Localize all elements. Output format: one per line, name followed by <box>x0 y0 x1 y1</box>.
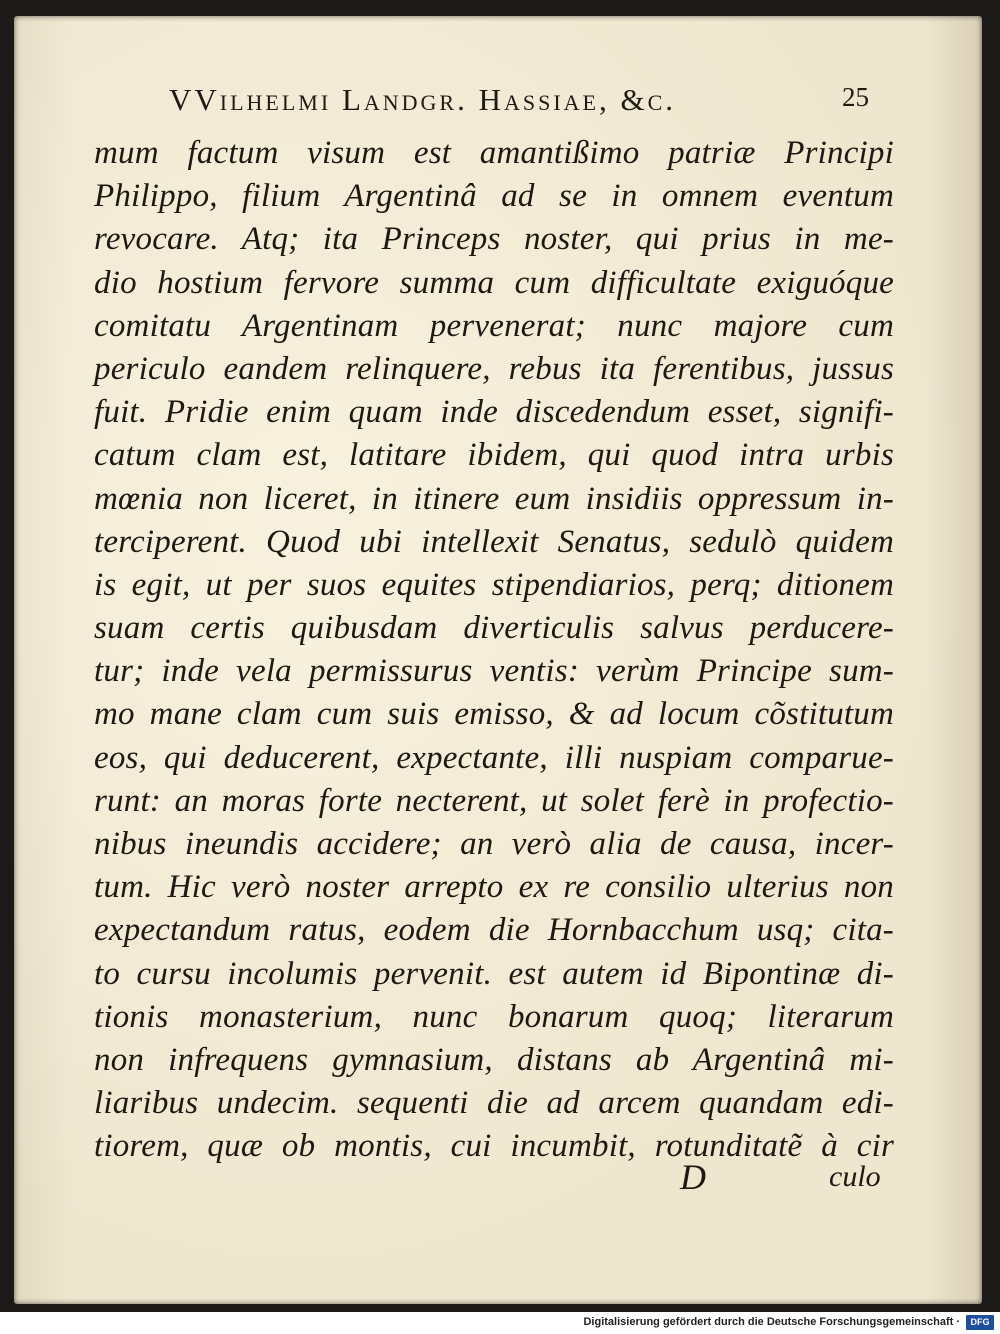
dfg-logo-icon: DFG <box>966 1315 994 1330</box>
text-line: terciperent. Quod ubi intellexit Senatus, sedulò quidem <box>94 523 894 560</box>
body-text <box>94 132 894 1169</box>
running-title: VVilhelmi Landgr. Hassiae, &c. <box>169 82 677 117</box>
digitization-credit: Digitalisierung gefördert durch die Deutsche Forschungsgemeinschaft · <box>583 1316 960 1328</box>
text-line: revocare. Atq; ita Princeps noster, qui prius in me- <box>94 221 894 258</box>
text-line: eos, qui deducerent, expectante, illi nuspiam comparue- <box>94 739 894 776</box>
text-line: suam certis quibusdam diverticulis salvus perducere- <box>94 610 894 647</box>
text-line: Philippo, filium Argentinâ ad se in omnem eventum <box>94 178 894 215</box>
digitization-footer <box>0 1312 1000 1334</box>
text-line: tum. Hic verò noster arrepto ex re consilio ulterius non <box>94 869 894 906</box>
text-line: tionis monasterium, nunc bonarum quoq; literarum <box>94 998 894 1035</box>
text-line: tiorem, quæ ob montis, cui incumbit, rotunditatẽ à cir <box>94 1128 894 1165</box>
text-line: mo mane clam cum suis emisso, & ad locum cõstitutum <box>94 696 894 733</box>
text-line: dio hostium fervore summa cum difficultate exiguóque <box>94 264 894 301</box>
text-line: expectandum ratus, eodem die Hornbacchum usq; cita- <box>94 912 894 949</box>
catchword: culo <box>829 1160 881 1193</box>
page-number: 25 <box>842 82 869 112</box>
text-line: to cursu incolumis pervenit. est autem id Bipontinæ di- <box>94 955 894 992</box>
text-line: nibus ineundis accidere; an verò alia de causa, incer- <box>94 826 894 862</box>
text-line: liaribus undecim. sequenti die ad arcem quandam edi- <box>94 1085 894 1122</box>
text-line: runt: an moras forte necterent, ut solet ferè in profectio- <box>94 782 894 819</box>
text-line: mum factum visum est amantißimo patriæ Principi <box>94 135 894 171</box>
book-page <box>14 16 982 1304</box>
text-line: periculo eandem relinquere, rebus ita ferentibus, jussus <box>94 350 894 387</box>
text-line: non infrequens gymnasium, distans ab Argentinâ mi- <box>94 1041 894 1078</box>
text-line: comitatu Argentinam pervenerat; nunc majore cum <box>94 307 894 344</box>
text-line: is egit, ut per suos equites stipendiarios, perq; ditionem <box>94 566 894 603</box>
text-line: fuit. Pridie enim quam inde discedendum esset, signifi- <box>94 394 894 431</box>
text-line: tur; inde vela permissurus ventis: verùm Principe sum- <box>94 653 894 690</box>
text-line: mœnia non liceret, in itinere eum insidiis oppressum in- <box>94 480 894 517</box>
page-header <box>169 82 869 128</box>
text-line: catum clam est, latitare ibidem, qui quod intra urbis <box>94 437 894 474</box>
page-foot <box>14 1156 1000 1196</box>
signature-mark: D <box>680 1157 706 1197</box>
